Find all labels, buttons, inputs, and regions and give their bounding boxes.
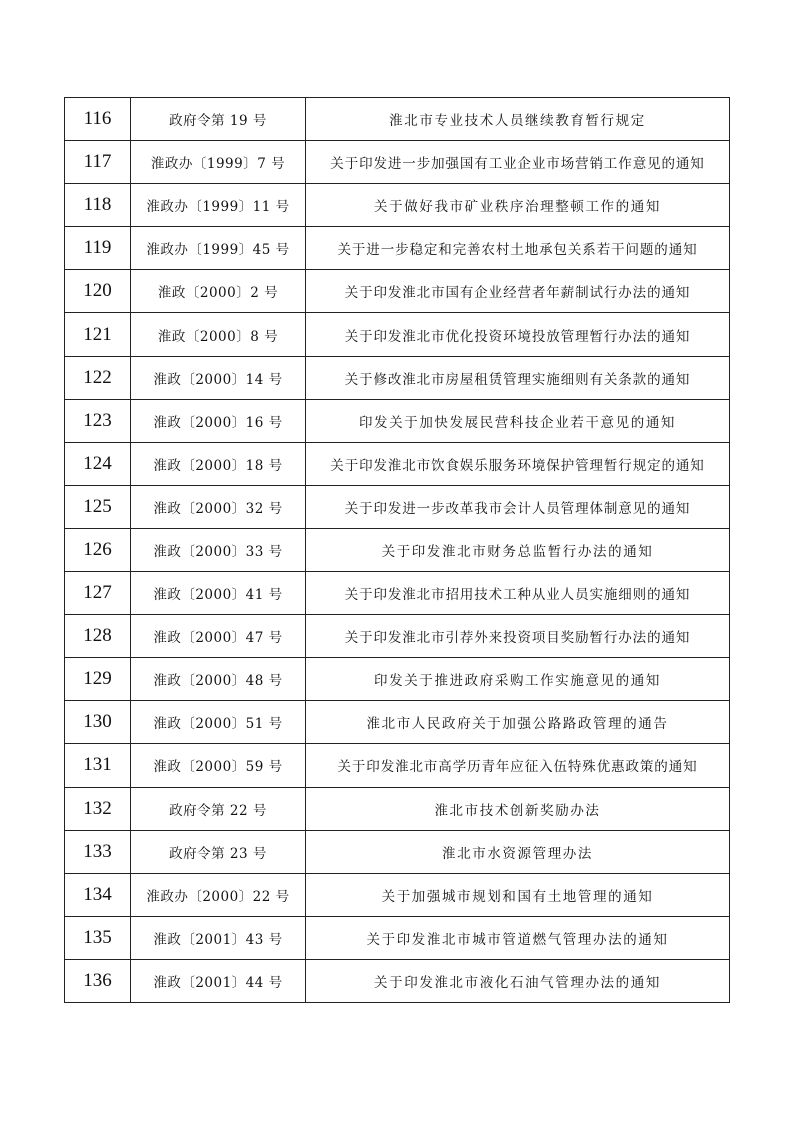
table-row [65,615,730,658]
document-number: 淮政〔2001〕44 号 [131,959,306,1002]
table-row [65,572,730,615]
document-title: 关于加强城市规划和国有土地管理的通知 [306,873,730,916]
document-number: 淮政办〔1999〕11 号 [131,184,306,227]
document-title: 关于印发淮北市液化石油气管理办法的通知 [306,959,730,1002]
document-number: 淮政〔2000〕32 号 [131,485,306,528]
table-row [65,701,730,744]
row-number: 135 [65,916,131,959]
row-number: 132 [65,787,131,830]
row-number: 133 [65,830,131,873]
document-title: 关于进一步稳定和完善农村土地承包关系若干问题的通知 [306,227,730,270]
document-title: 关于印发淮北市饮食娱乐服务环境保护管理暂行规定的通知 [306,442,730,485]
document-title: 关于印发淮北市城市管道燃气管理办法的通知 [306,916,730,959]
document-title: 关于印发淮北市引荐外来投资项目奖励暂行办法的通知 [306,615,730,658]
table-row [65,399,730,442]
document-title: 关于印发淮北市招用技术工种从业人员实施细则的通知 [306,572,730,615]
table-row [65,227,730,270]
row-number: 118 [65,184,131,227]
document-title: 印发关于推进政府采购工作实施意见的通知 [306,658,730,701]
document-number: 淮政〔2000〕41 号 [131,572,306,615]
table-row [65,959,730,1002]
table-row [65,141,730,184]
row-number: 125 [65,485,131,528]
document-number: 淮政办〔2000〕22 号 [131,873,306,916]
document-number: 淮政〔2001〕43 号 [131,916,306,959]
table-row [65,744,730,787]
table-row [65,528,730,571]
document-title: 关于印发淮北市国有企业经营者年薪制试行办法的通知 [306,270,730,313]
table-row [65,658,730,701]
document-number: 淮政〔2000〕59 号 [131,744,306,787]
row-number: 126 [65,528,131,571]
document-title: 关于印发进一步加强国有工业企业市场营销工作意见的通知 [306,141,730,184]
row-number: 119 [65,227,131,270]
row-number: 127 [65,572,131,615]
document-number: 淮政〔2000〕48 号 [131,658,306,701]
row-number: 124 [65,442,131,485]
table-row [65,830,730,873]
document-number: 淮政〔2000〕51 号 [131,701,306,744]
document-number: 淮政办〔1999〕45 号 [131,227,306,270]
document-title: 印发关于加快发展民营科技企业若干意见的通知 [306,399,730,442]
document-title: 淮北市人民政府关于加强公路路政管理的通告 [306,701,730,744]
document-number: 政府令第 23 号 [131,830,306,873]
table-row [65,787,730,830]
document-number: 淮政〔2000〕2 号 [131,270,306,313]
regulations-table [64,97,730,1003]
table-row [65,270,730,313]
row-number: 134 [65,873,131,916]
document-title: 关于印发淮北市高学历青年应征入伍特殊优惠政策的通知 [306,744,730,787]
row-number: 136 [65,959,131,1002]
row-number: 116 [65,98,131,141]
row-number: 130 [65,701,131,744]
document-number: 淮政〔2000〕33 号 [131,528,306,571]
table-row [65,442,730,485]
document-title: 关于修改淮北市房屋租赁管理实施细则有关条款的通知 [306,356,730,399]
document-number: 政府令第 22 号 [131,787,306,830]
document-number: 淮政〔2000〕16 号 [131,399,306,442]
row-number: 131 [65,744,131,787]
document-number: 淮政〔2000〕18 号 [131,442,306,485]
row-number: 117 [65,141,131,184]
document-title: 关于印发淮北市优化投资环境投放管理暂行办法的通知 [306,313,730,356]
document-title: 关于印发淮北市财务总监暂行办法的通知 [306,528,730,571]
regulations-table-body [65,98,730,1003]
row-number: 128 [65,615,131,658]
row-number: 122 [65,356,131,399]
document-number: 政府令第 19 号 [131,98,306,141]
document-number: 淮政〔2000〕8 号 [131,313,306,356]
document-number: 淮政办〔1999〕7 号 [131,141,306,184]
document-title: 淮北市专业技术人员继续教育暂行规定 [306,98,730,141]
table-row [65,184,730,227]
table-row [65,356,730,399]
document-title: 淮北市技术创新奖励办法 [306,787,730,830]
table-row [65,98,730,141]
row-number: 121 [65,313,131,356]
row-number: 129 [65,658,131,701]
document-title: 关于做好我市矿业秩序治理整顿工作的通知 [306,184,730,227]
table-row [65,916,730,959]
row-number: 120 [65,270,131,313]
table-row [65,873,730,916]
table-row [65,485,730,528]
document-number: 淮政〔2000〕14 号 [131,356,306,399]
document-number: 淮政〔2000〕47 号 [131,615,306,658]
document-title: 淮北市水资源管理办法 [306,830,730,873]
table-row [65,313,730,356]
document-title: 关于印发进一步改革我市会计人员管理体制意见的通知 [306,485,730,528]
row-number: 123 [65,399,131,442]
